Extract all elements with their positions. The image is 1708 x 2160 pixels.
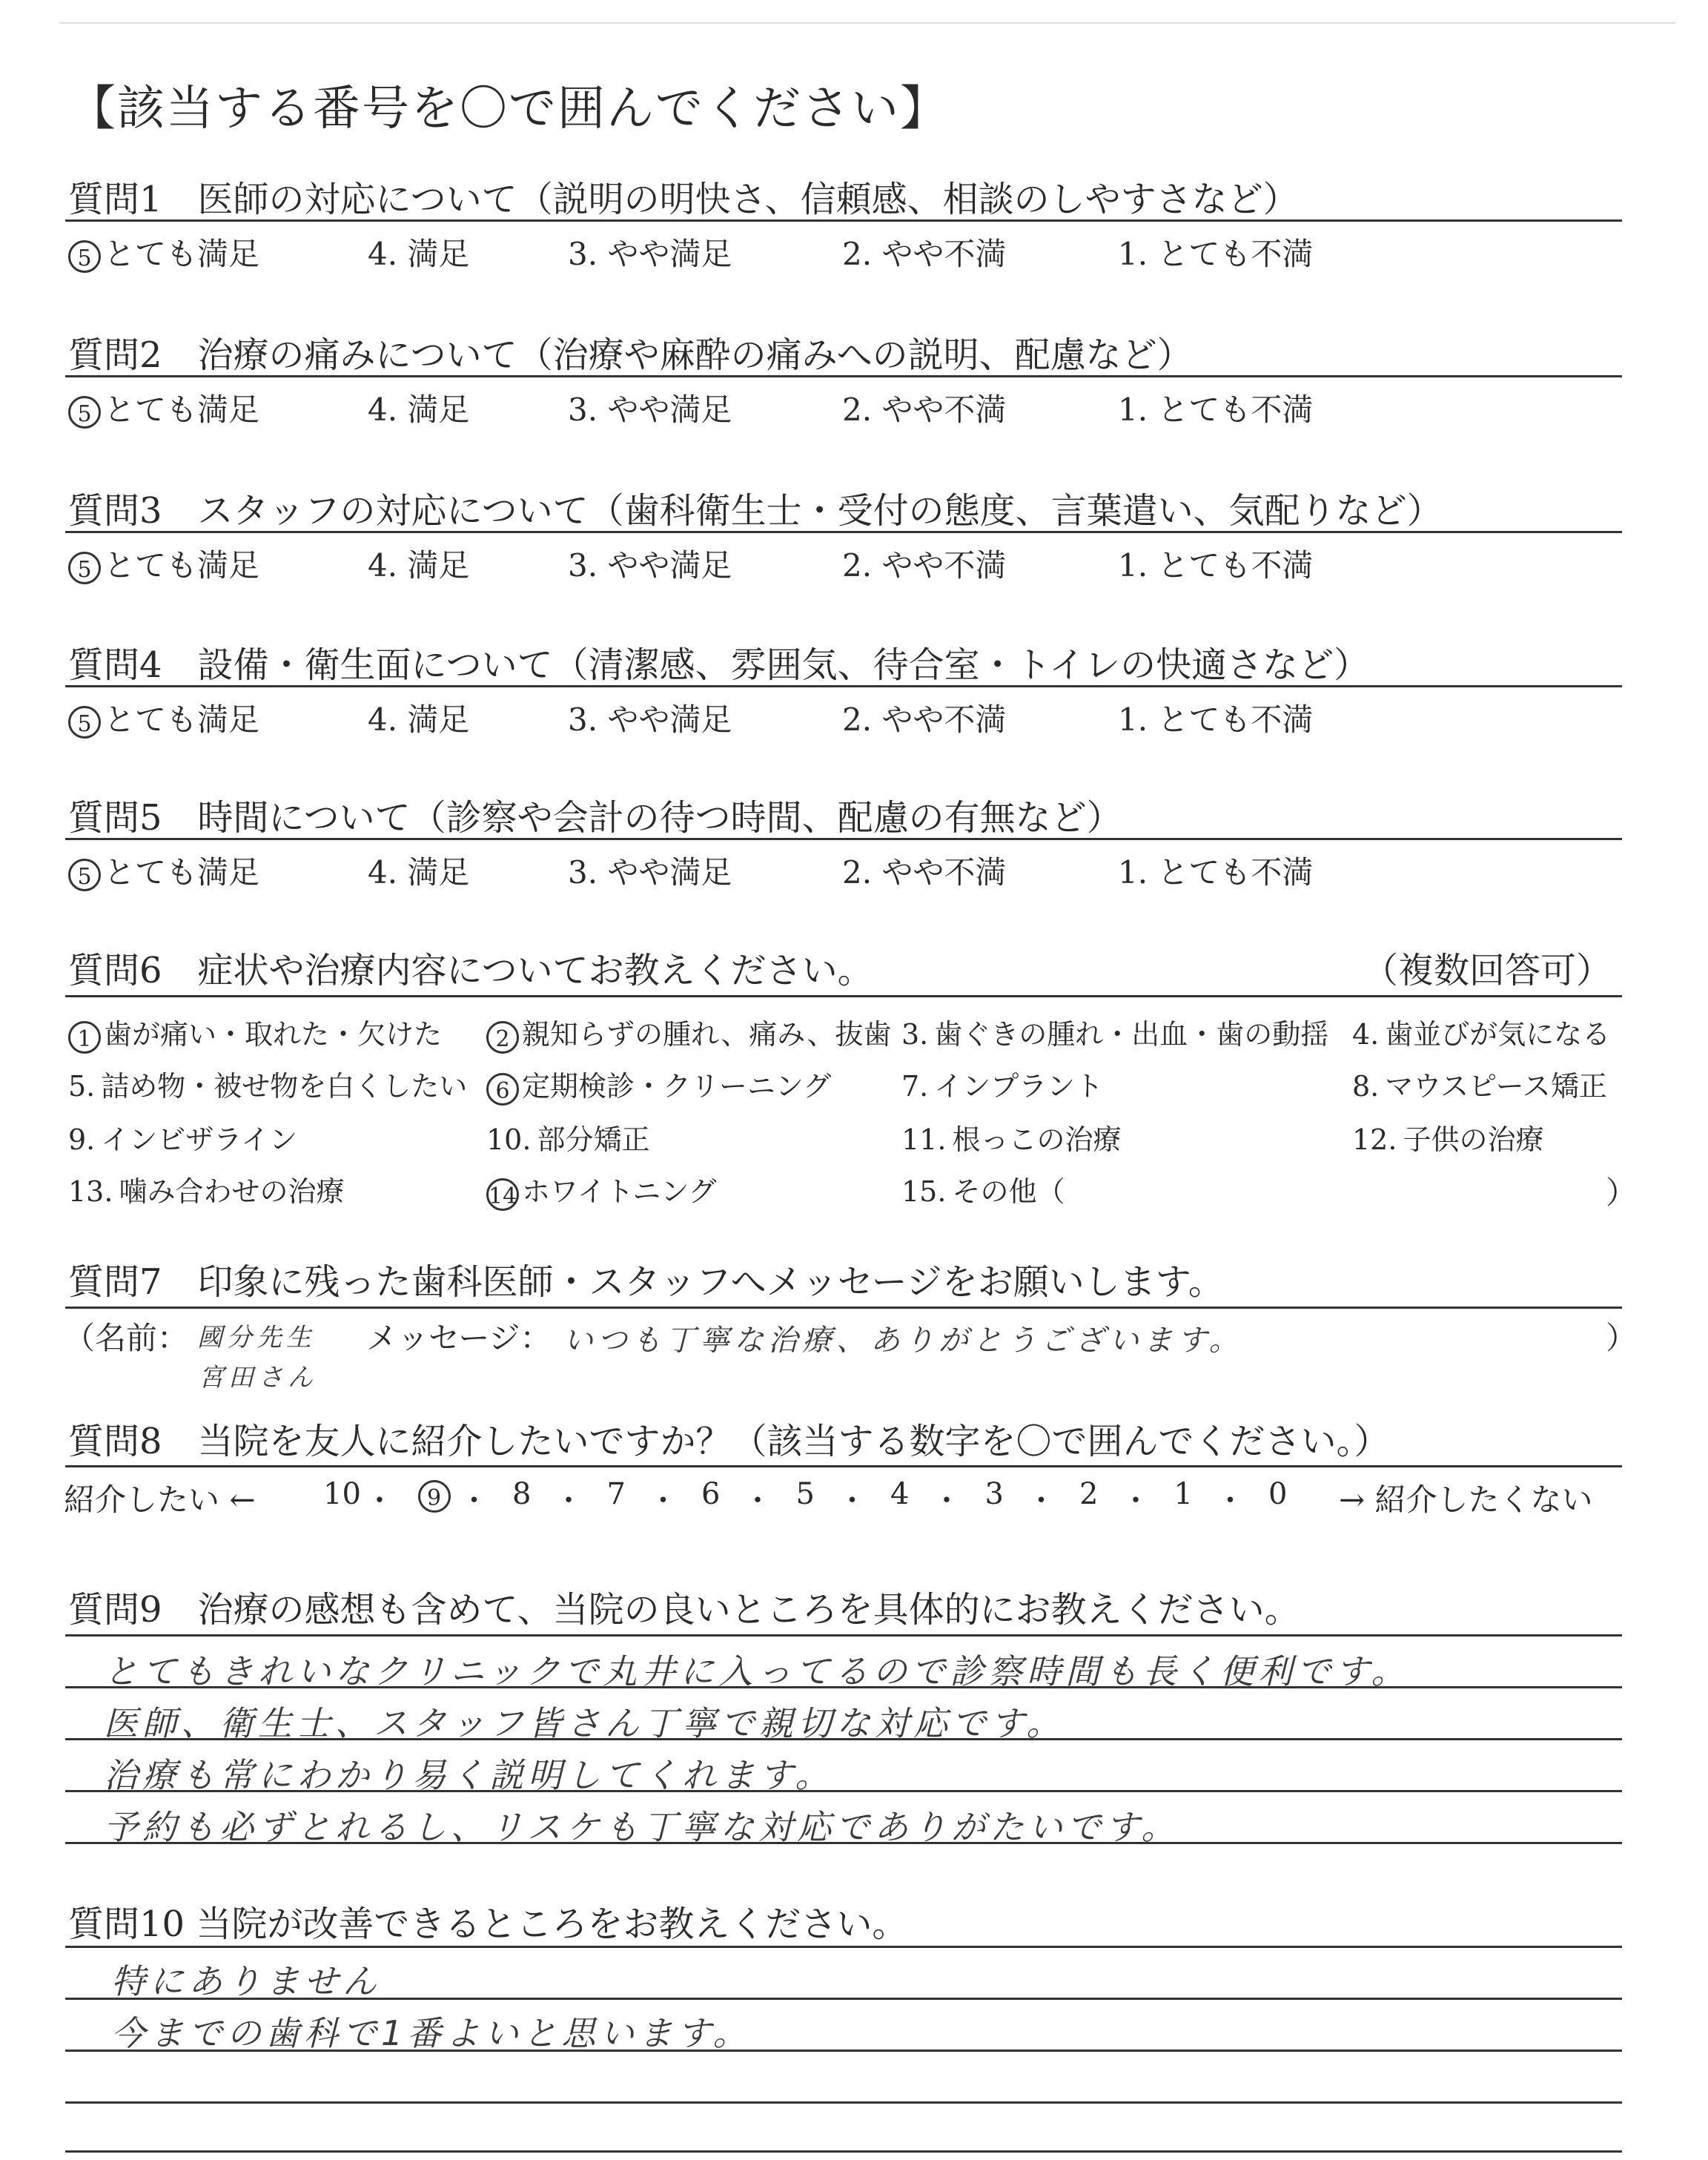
q6-note: （複数回答可） <box>1363 950 1612 991</box>
q10-rule-3 <box>65 2101 1622 2104</box>
q4-selected-circle: 5 <box>68 706 101 739</box>
q5-option-4[interactable]: 4. 満足 <box>368 854 470 891</box>
q7-close: ） <box>1606 1320 1638 1356</box>
q3-rule <box>65 531 1622 533</box>
q8-scale-1[interactable] <box>1174 1477 1193 1511</box>
q6-option-13-number: 13. <box>68 1175 113 1208</box>
q6-option-5-label: 詰め物・被せ物を白くしたい <box>101 1070 468 1103</box>
q2-option-5-label: とても満足 <box>104 392 260 428</box>
q8-scale-8-value: 8 <box>512 1477 532 1511</box>
q4-option-4[interactable]: 4. 満足 <box>368 701 470 738</box>
q8-scale-3-value: 3 <box>984 1477 1004 1511</box>
q4-option-3[interactable]: 3. やや満足 <box>568 701 732 738</box>
q6-option-8-label: マウスピース矯正 <box>1385 1070 1607 1103</box>
q10-answer-line-2[interactable]: 今までの歯科で1番よいと思います。 <box>111 2013 752 2053</box>
q3-selected-circle: 5 <box>68 552 101 584</box>
q6-option-6-label: 定期検診・クリーニング <box>522 1070 832 1103</box>
q8-scale-separator: ・ <box>459 1484 489 1518</box>
q6-option-10[interactable] <box>486 1117 649 1157</box>
q7-message-value[interactable]: いつも丁寧な治療、ありがとうございます。 <box>563 1324 1243 1358</box>
q4-title: 質問4 設備・衛生面について（清潔感、雰囲気、待合室・トイレの快適さなど） <box>68 644 1370 686</box>
q9-answer-line-4[interactable]: 予約も必ずとれるし、リスケも丁寧な対応でありがたいです。 <box>104 1807 1180 1847</box>
q1-option-5-label: とても満足 <box>104 236 260 272</box>
q8-rule <box>65 1465 1622 1467</box>
q6-option-5[interactable] <box>68 1063 467 1104</box>
q8-scale-separator: ・ <box>932 1484 961 1518</box>
q2-title: 質問2 治療の痛みについて（治療や麻酔の痛みへの説明、配慮など） <box>68 334 1193 376</box>
q5-option-2[interactable]: 2. やや不満 <box>842 854 1007 891</box>
q6-option-2-number: 2 <box>486 1021 519 1054</box>
q8-scale-0[interactable] <box>1268 1477 1287 1511</box>
q7-rule <box>65 1307 1622 1309</box>
q1-option-1[interactable]: 1. とても不満 <box>1118 236 1314 272</box>
q8-scale-separator: ・ <box>1121 1484 1151 1518</box>
q6-option-1-number: 1 <box>68 1021 101 1054</box>
q3-title: 質問3 スタッフの対応について（歯科衛生士・受付の態度、言葉遣い、気配りなど） <box>68 490 1443 532</box>
q8-scale-separator: ・ <box>1026 1484 1056 1518</box>
q8-scale-10[interactable] <box>323 1477 361 1511</box>
q6-option-9-label: インビザライン <box>101 1123 298 1156</box>
q6-option-4[interactable] <box>1352 1011 1610 1052</box>
q3-option-1[interactable]: 1. とても不満 <box>1118 547 1314 584</box>
q8-scale-2[interactable] <box>1079 1477 1098 1511</box>
q6-option-15-number: 15. <box>901 1175 947 1208</box>
q2-option-1[interactable]: 1. とても不満 <box>1118 392 1314 428</box>
q8-right-label: → 紹介したくない <box>1339 1482 1593 1518</box>
q4-option-5[interactable] <box>68 696 259 740</box>
q6-option-3-number: 3. <box>901 1018 929 1051</box>
q6-option-12[interactable] <box>1352 1117 1543 1157</box>
q9-answer-line-1[interactable]: とてもきれいなクリニックで丸井に入ってるので診察時間も長く便利です。 <box>104 1651 1410 1691</box>
q6-option-4-number: 4. <box>1352 1018 1380 1051</box>
q6-option-15[interactable] <box>901 1169 1065 1209</box>
q8-scale-10-value: 10 <box>323 1477 361 1511</box>
q7-name-label: （名前： <box>64 1320 189 1356</box>
q1-title: 質問1 医師の対応について（説明の明快さ、信頼感、相談のしやすさなど） <box>68 179 1299 220</box>
q6-option-5-number: 5. <box>68 1070 96 1103</box>
q5-option-1[interactable]: 1. とても不満 <box>1118 854 1314 891</box>
q8-scale-9-value: 9 <box>418 1480 451 1513</box>
q1-option-3[interactable]: 3. やや満足 <box>568 236 732 272</box>
q8-scale-8[interactable] <box>512 1477 531 1511</box>
q1-selected-circle: 5 <box>68 240 101 273</box>
q9-answer-line-3[interactable]: 治療も常にわかり易く説明してくれます。 <box>104 1755 834 1795</box>
q2-option-2[interactable]: 2. やや不満 <box>842 392 1007 428</box>
q6-option-10-number: 10. <box>486 1123 532 1156</box>
q7-message-label: メッセージ： <box>366 1320 552 1356</box>
q6-option-9-number: 9. <box>68 1123 96 1156</box>
q6-option-13[interactable] <box>68 1169 344 1209</box>
q6-option-2[interactable] <box>486 1011 892 1054</box>
q6-option-11-number: 11. <box>901 1123 947 1156</box>
q8-scale-3[interactable] <box>985 1477 1004 1511</box>
q6-title: 質問6 症状や治療内容についてお教えください。 <box>68 950 873 991</box>
q9-rule-0 <box>65 1634 1622 1636</box>
page-title: 【該当する番号を〇で囲んでください】 <box>68 82 949 136</box>
q6-option-8-number: 8. <box>1352 1070 1380 1103</box>
q7-name-value-2[interactable]: 宮田さん <box>199 1363 317 1393</box>
q1-option-5[interactable] <box>68 230 259 274</box>
q6-option-8[interactable] <box>1352 1063 1607 1104</box>
q4-option-1[interactable]: 1. とても不満 <box>1118 701 1314 738</box>
q6-option-11-label: 根っこの治療 <box>952 1123 1122 1156</box>
q4-rule <box>65 685 1622 687</box>
q3-option-3[interactable]: 3. やや満足 <box>568 547 732 584</box>
q4-option-2[interactable]: 2. やや不満 <box>842 701 1007 738</box>
q3-option-5[interactable] <box>68 541 259 586</box>
q3-option-5-label: とても満足 <box>104 547 260 584</box>
q8-scale-9[interactable] <box>418 1477 454 1513</box>
q6-option-1-label: 歯が痛い・取れた・欠けた <box>104 1018 443 1051</box>
q6-option-14-label: ホワイトニング <box>522 1175 717 1208</box>
q6-option-14-number: 14 <box>486 1178 519 1211</box>
q1-option-2[interactable]: 2. やや不満 <box>842 236 1007 272</box>
q8-scale-separator: ・ <box>837 1484 867 1518</box>
q2-rule <box>65 375 1622 377</box>
q5-selected-circle: 5 <box>68 859 101 891</box>
q5-rule <box>65 838 1622 840</box>
q6-option-11[interactable] <box>901 1117 1121 1157</box>
q2-option-4[interactable]: 4. 満足 <box>368 392 470 428</box>
q7-name-value[interactable]: 國分先生 <box>197 1323 316 1353</box>
q8-scale-7[interactable] <box>607 1477 626 1511</box>
q8-scale-4-value: 4 <box>890 1477 910 1511</box>
q9-title: 質問9 治療の感想も含めて、当院の良いところを具体的にお教えください。 <box>68 1589 1300 1631</box>
q1-rule <box>65 219 1622 222</box>
q6-option-2-label: 親知らずの腫れ、痛み、抜歯 <box>522 1018 892 1051</box>
q2-selected-circle: 5 <box>68 396 101 429</box>
q5-option-5-label: とても満足 <box>104 854 260 891</box>
q6-rule <box>65 995 1622 997</box>
q8-scale-6-value: 6 <box>701 1477 721 1511</box>
q2-option-5[interactable] <box>68 386 259 430</box>
q8-scale-1-value: 1 <box>1174 1477 1193 1511</box>
q8-scale-4[interactable] <box>890 1477 909 1511</box>
q3-option-2[interactable]: 2. やや不満 <box>842 547 1007 584</box>
q3-option-4[interactable]: 4. 満足 <box>368 547 470 584</box>
q8-scale-separator: ・ <box>365 1484 394 1518</box>
q8-scale-6[interactable] <box>701 1477 720 1511</box>
q10-title: 質問10 当院が改善できるところをお教えください。 <box>68 1903 908 1945</box>
q8-scale-5[interactable] <box>796 1477 815 1511</box>
q8-scale-separator: ・ <box>743 1484 772 1518</box>
q8-scale-0-value: 0 <box>1268 1477 1288 1511</box>
q8-scale-7-value: 7 <box>606 1477 626 1511</box>
q6-option-12-label: 子供の治療 <box>1403 1123 1544 1156</box>
q8-scale-separator: ・ <box>648 1484 678 1518</box>
page-top-border <box>59 22 1675 24</box>
q8-scale-separator: ・ <box>1215 1484 1245 1518</box>
q5-option-3[interactable]: 3. やや満足 <box>568 854 732 891</box>
q6-option-6-number: 6 <box>486 1073 519 1106</box>
q4-option-5-label: とても満足 <box>104 701 260 738</box>
q6-option-3-label: 歯ぐきの腫れ・出血・歯の動揺 <box>934 1018 1329 1051</box>
q6-option-7[interactable] <box>901 1063 1103 1104</box>
q10-answer-line-1[interactable]: 特にありません <box>111 1961 381 2001</box>
q6-option-12-number: 12. <box>1352 1123 1397 1156</box>
q6-option-15-label: その他（ <box>952 1175 1065 1208</box>
q6-option-7-label: インプラント <box>934 1070 1104 1103</box>
q1-option-4[interactable]: 4. 満足 <box>368 236 470 272</box>
q8-scale-2-value: 2 <box>1079 1477 1099 1511</box>
q5-option-5[interactable] <box>68 848 259 893</box>
q6-option-1[interactable] <box>68 1011 442 1054</box>
q10-rule-4 <box>65 2150 1622 2153</box>
q6-option-14[interactable] <box>486 1169 717 1211</box>
q6-option-3[interactable] <box>901 1011 1328 1052</box>
q6-option-13-label: 噛み合わせの治療 <box>119 1175 345 1208</box>
q6-option-6[interactable] <box>486 1063 831 1106</box>
q9-answer-line-2[interactable]: 医師、衛生士、スタッフ皆さん丁寧で親切な対応です。 <box>104 1703 1065 1743</box>
q6-other-close: ） <box>1606 1175 1638 1211</box>
q10-rule-0 <box>65 1946 1622 1948</box>
q6-option-7-number: 7. <box>901 1070 929 1103</box>
q8-left-label: 紹介したい ← <box>64 1482 256 1518</box>
q6-option-10-label: 部分矯正 <box>537 1123 650 1156</box>
q6-option-9[interactable] <box>68 1117 297 1157</box>
q8-title: 質問8 当院を友人に紹介したいですか？（該当する数字を〇で囲んでください。） <box>68 1421 1390 1462</box>
q6-option-4-label: 歯並びが気になる <box>1385 1018 1611 1051</box>
q5-title: 質問5 時間について（診察や会計の待つ時間、配慮の有無など） <box>68 797 1122 839</box>
q8-scale-separator: ・ <box>554 1484 583 1518</box>
q8-scale-5-value: 5 <box>795 1477 815 1511</box>
q2-option-3[interactable]: 3. やや満足 <box>568 392 732 428</box>
q7-title: 質問7 印象に残った歯科医師・スタッフへメッセージをお願いします。 <box>68 1261 1224 1303</box>
